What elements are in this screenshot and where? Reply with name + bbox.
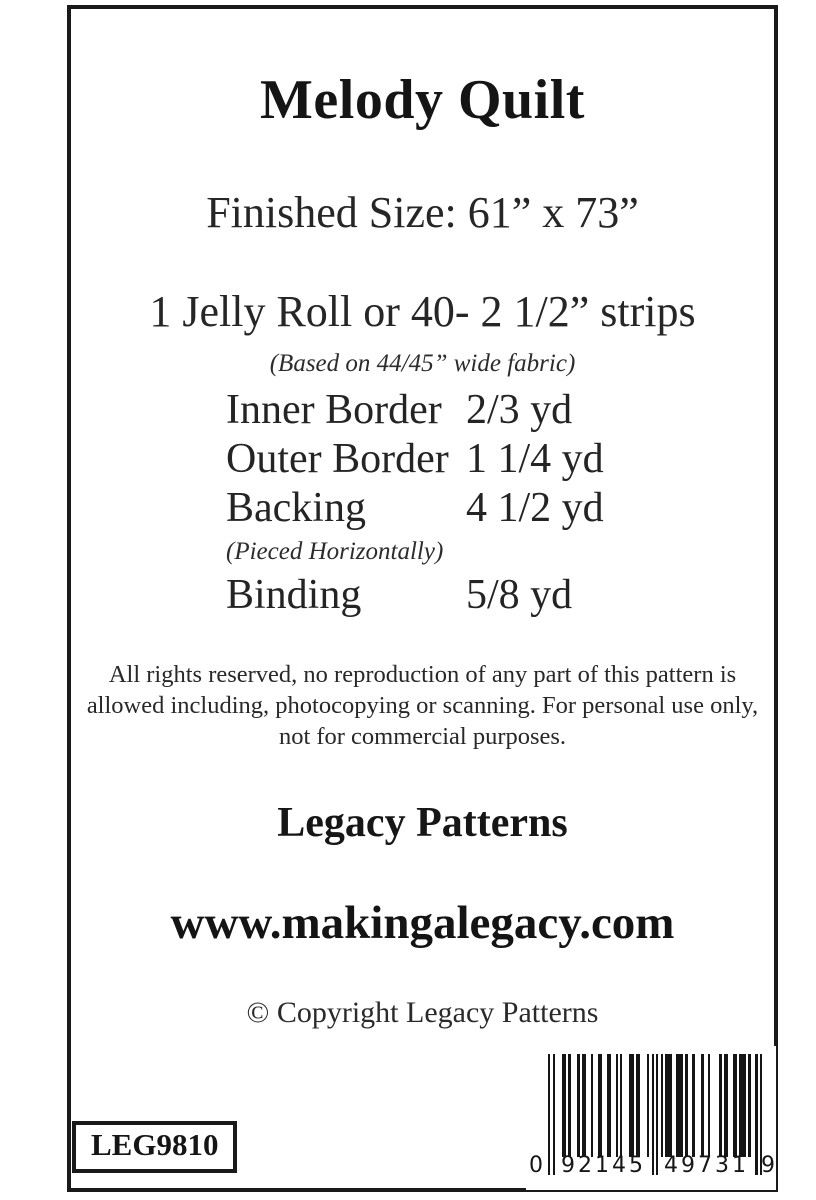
barcode-bar [661,1054,663,1157]
barcode-bar [564,1054,566,1157]
upc-barcode [526,1046,776,1190]
materials-row-outer-border [226,435,646,484]
material-value: 1 1/4 yd [466,436,604,482]
backing-pieced-note: (Pieced Horizontally) [226,538,444,565]
barcode-bar [577,1054,579,1157]
barcode-bar [548,1054,550,1175]
material-label: Outer Border [226,436,449,482]
material-value: 2/3 yd [466,387,573,433]
materials-row-backing [226,484,646,533]
barcode-bar [600,1054,602,1157]
material-label: Inner Border [226,387,442,433]
material-value: 4 1/2 yd [466,485,604,531]
brand-name: Legacy Patterns [277,800,568,846]
sku-code-box: LEG9810 [72,1121,237,1173]
finished-size-line: Finished Size: 61” x 73” [206,188,639,237]
barcode-bar [652,1054,654,1175]
website-url: www.makingalegacy.com [170,897,675,949]
jelly-roll-line: 1 Jelly Roll or 40- 2 1/2” strips [149,287,696,336]
materials-list [226,386,646,620]
barcode-digit-first: 0 [529,1153,543,1178]
barcode-bar [584,1054,586,1157]
barcode-bar [735,1054,737,1157]
barcode-bar [638,1054,640,1157]
barcode-bar [620,1054,622,1157]
barcode-bar [726,1054,728,1157]
materials-row-binding [226,571,646,620]
barcode-bar [748,1054,750,1157]
fabric-width-note: (Based on 44/45” wide fabric) [269,350,576,377]
barcode-bar [744,1054,746,1157]
barcode-digits-left-group: 92145 [561,1153,646,1178]
barcode-bar [616,1054,618,1157]
copyright-line: © Copyright Legacy Patterns [246,996,599,1029]
barcode-bar [681,1054,683,1157]
material-label: Binding [226,572,362,618]
barcode-bar [692,1054,694,1157]
barcode-bar [701,1054,703,1157]
barcode-bar [685,1054,687,1157]
barcode-bar [568,1054,570,1157]
barcode-digit-last: 9 [761,1153,775,1178]
rights-reserved-text: All rights reserved, no reproduction of any part of this pattern is allowed including, photocopying or scanning. For personal use only, not for commercial purposes. [86,661,759,750]
material-value: 5/8 yd [466,572,573,618]
barcode-bar [609,1054,611,1157]
materials-row-inner-border [226,386,646,435]
barcode-bar [553,1054,555,1175]
barcode-bar [591,1054,593,1157]
barcode-bar [631,1054,633,1157]
barcode-bar [708,1054,710,1157]
barcode-bar [647,1054,649,1157]
page-title: Melody Quilt [260,69,585,131]
barcode-digits-right-group: 49731 [664,1153,749,1178]
barcode-bar [719,1054,721,1157]
barcode-bar [670,1054,672,1157]
material-label: Backing [226,485,366,531]
